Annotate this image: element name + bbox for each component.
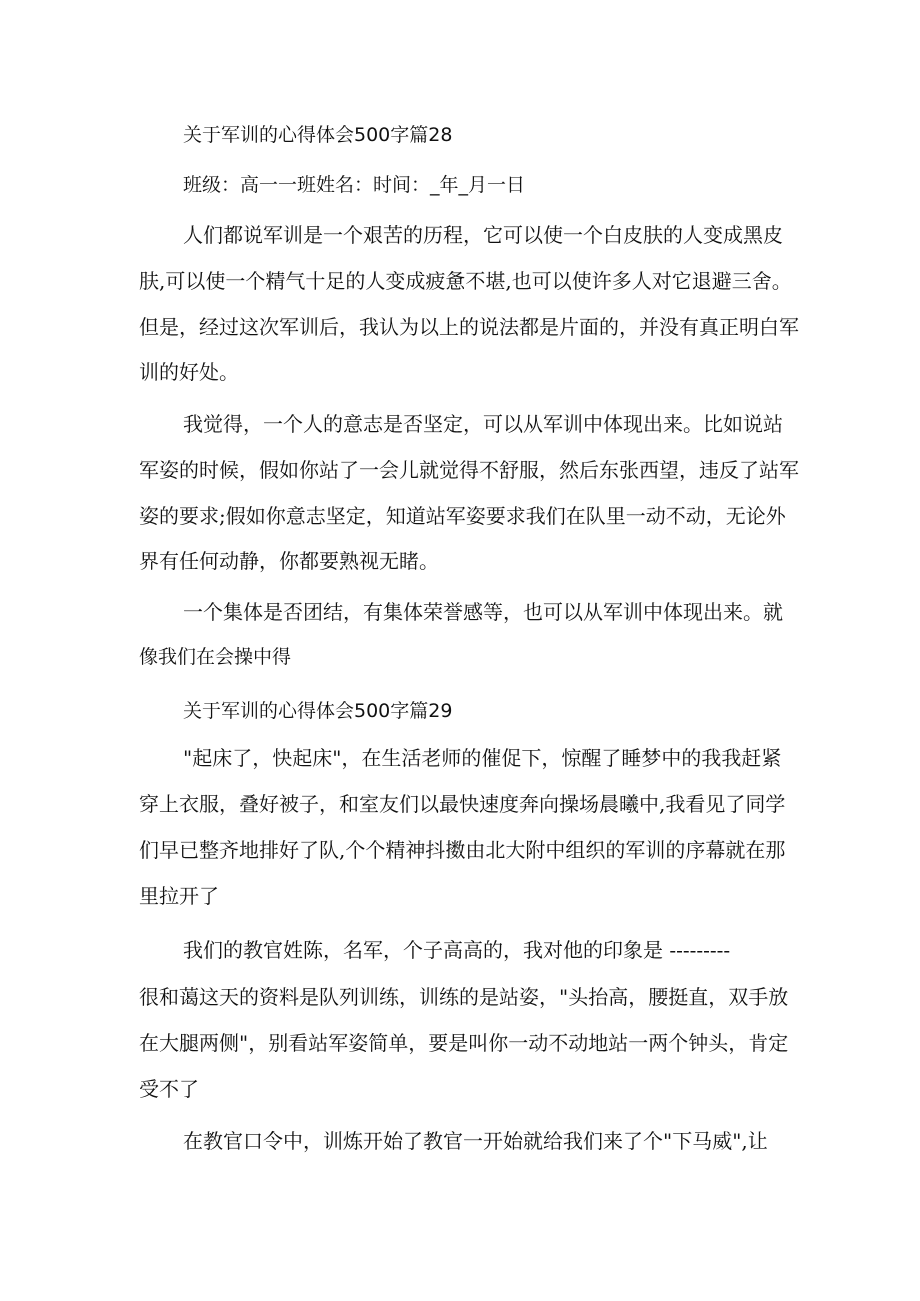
paragraph-line: 很和蔼这天的资料是队列训练，训练的是站姿，"头抬高，腰挺直，双手放 (139, 985, 789, 1009)
paragraph-line: 一个集体是否团结，有集体荣誉感等，也可以从军训中体现出来。就 (183, 600, 783, 624)
paragraph-line: 军姿的时候，假如你站了一会儿就觉得不舒服，然后东张西望，违反了站军 (139, 458, 799, 482)
paragraph-line: 里拉开了 (139, 884, 219, 908)
section-title: 关于军训的心得体会500字篇28 (183, 124, 453, 146)
paragraph-line: 训的好处。 (139, 360, 239, 384)
paragraph-line: 们早已整齐地排好了队,个个精神抖擞由北大附中组织的军训的序幕就在那 (139, 838, 786, 862)
paragraph-line: 我觉得，一个人的意志是否坚定，可以从军训中体现出来。比如说站 (183, 412, 783, 436)
paragraph-line: 界有任何动静，你都要熟视无睹。 (139, 549, 439, 573)
paragraph-line: 但是，经过这次军训后，我认为以上的说法都是片面的，并没有真正明白军 (139, 315, 799, 339)
paragraph-line: 姿的要求;假如你意志坚定，知道站军姿要求我们在队里一动不动，无论外 (139, 504, 786, 528)
paragraph-line: 穿上衣服，叠好被子，和室友们以最快速度奔向操场晨曦中,我看见了同学 (139, 792, 786, 816)
paragraph-line: 在大腿两侧"，别看站军姿简单，要是叫你一动不动地站一两个钟头，肯定 (139, 1031, 789, 1055)
class-info-line: 班级：高一一班姓名：时间：_年_月一日 (183, 174, 526, 196)
section-title: 关于军训的心得体会500字篇29 (183, 700, 453, 722)
paragraph-line: "起床了，快起床"，在生活老师的催促下，惊醒了睡梦中的我我赶紧 (183, 746, 782, 770)
paragraph-line: 我们的教官姓陈，名军，个子高高的，我对他的印象是 --------- (183, 938, 731, 962)
paragraph-line: 像我们在会操中得 (139, 646, 292, 668)
paragraph-line: 在教官口令中，训炼开始了教官一开始就给我们来了个"下马威",让 (183, 1129, 768, 1153)
paragraph-line: 人们都说军训是一个艰苦的历程，它可以使一个白皮肤的人变成黑皮 (183, 223, 783, 247)
paragraph-line: 受不了 (139, 1077, 199, 1101)
paragraph-line: 肤,可以使一个精气十足的人变成疲惫不堪,也可以使许多人对它退避三舍。 (139, 269, 792, 293)
